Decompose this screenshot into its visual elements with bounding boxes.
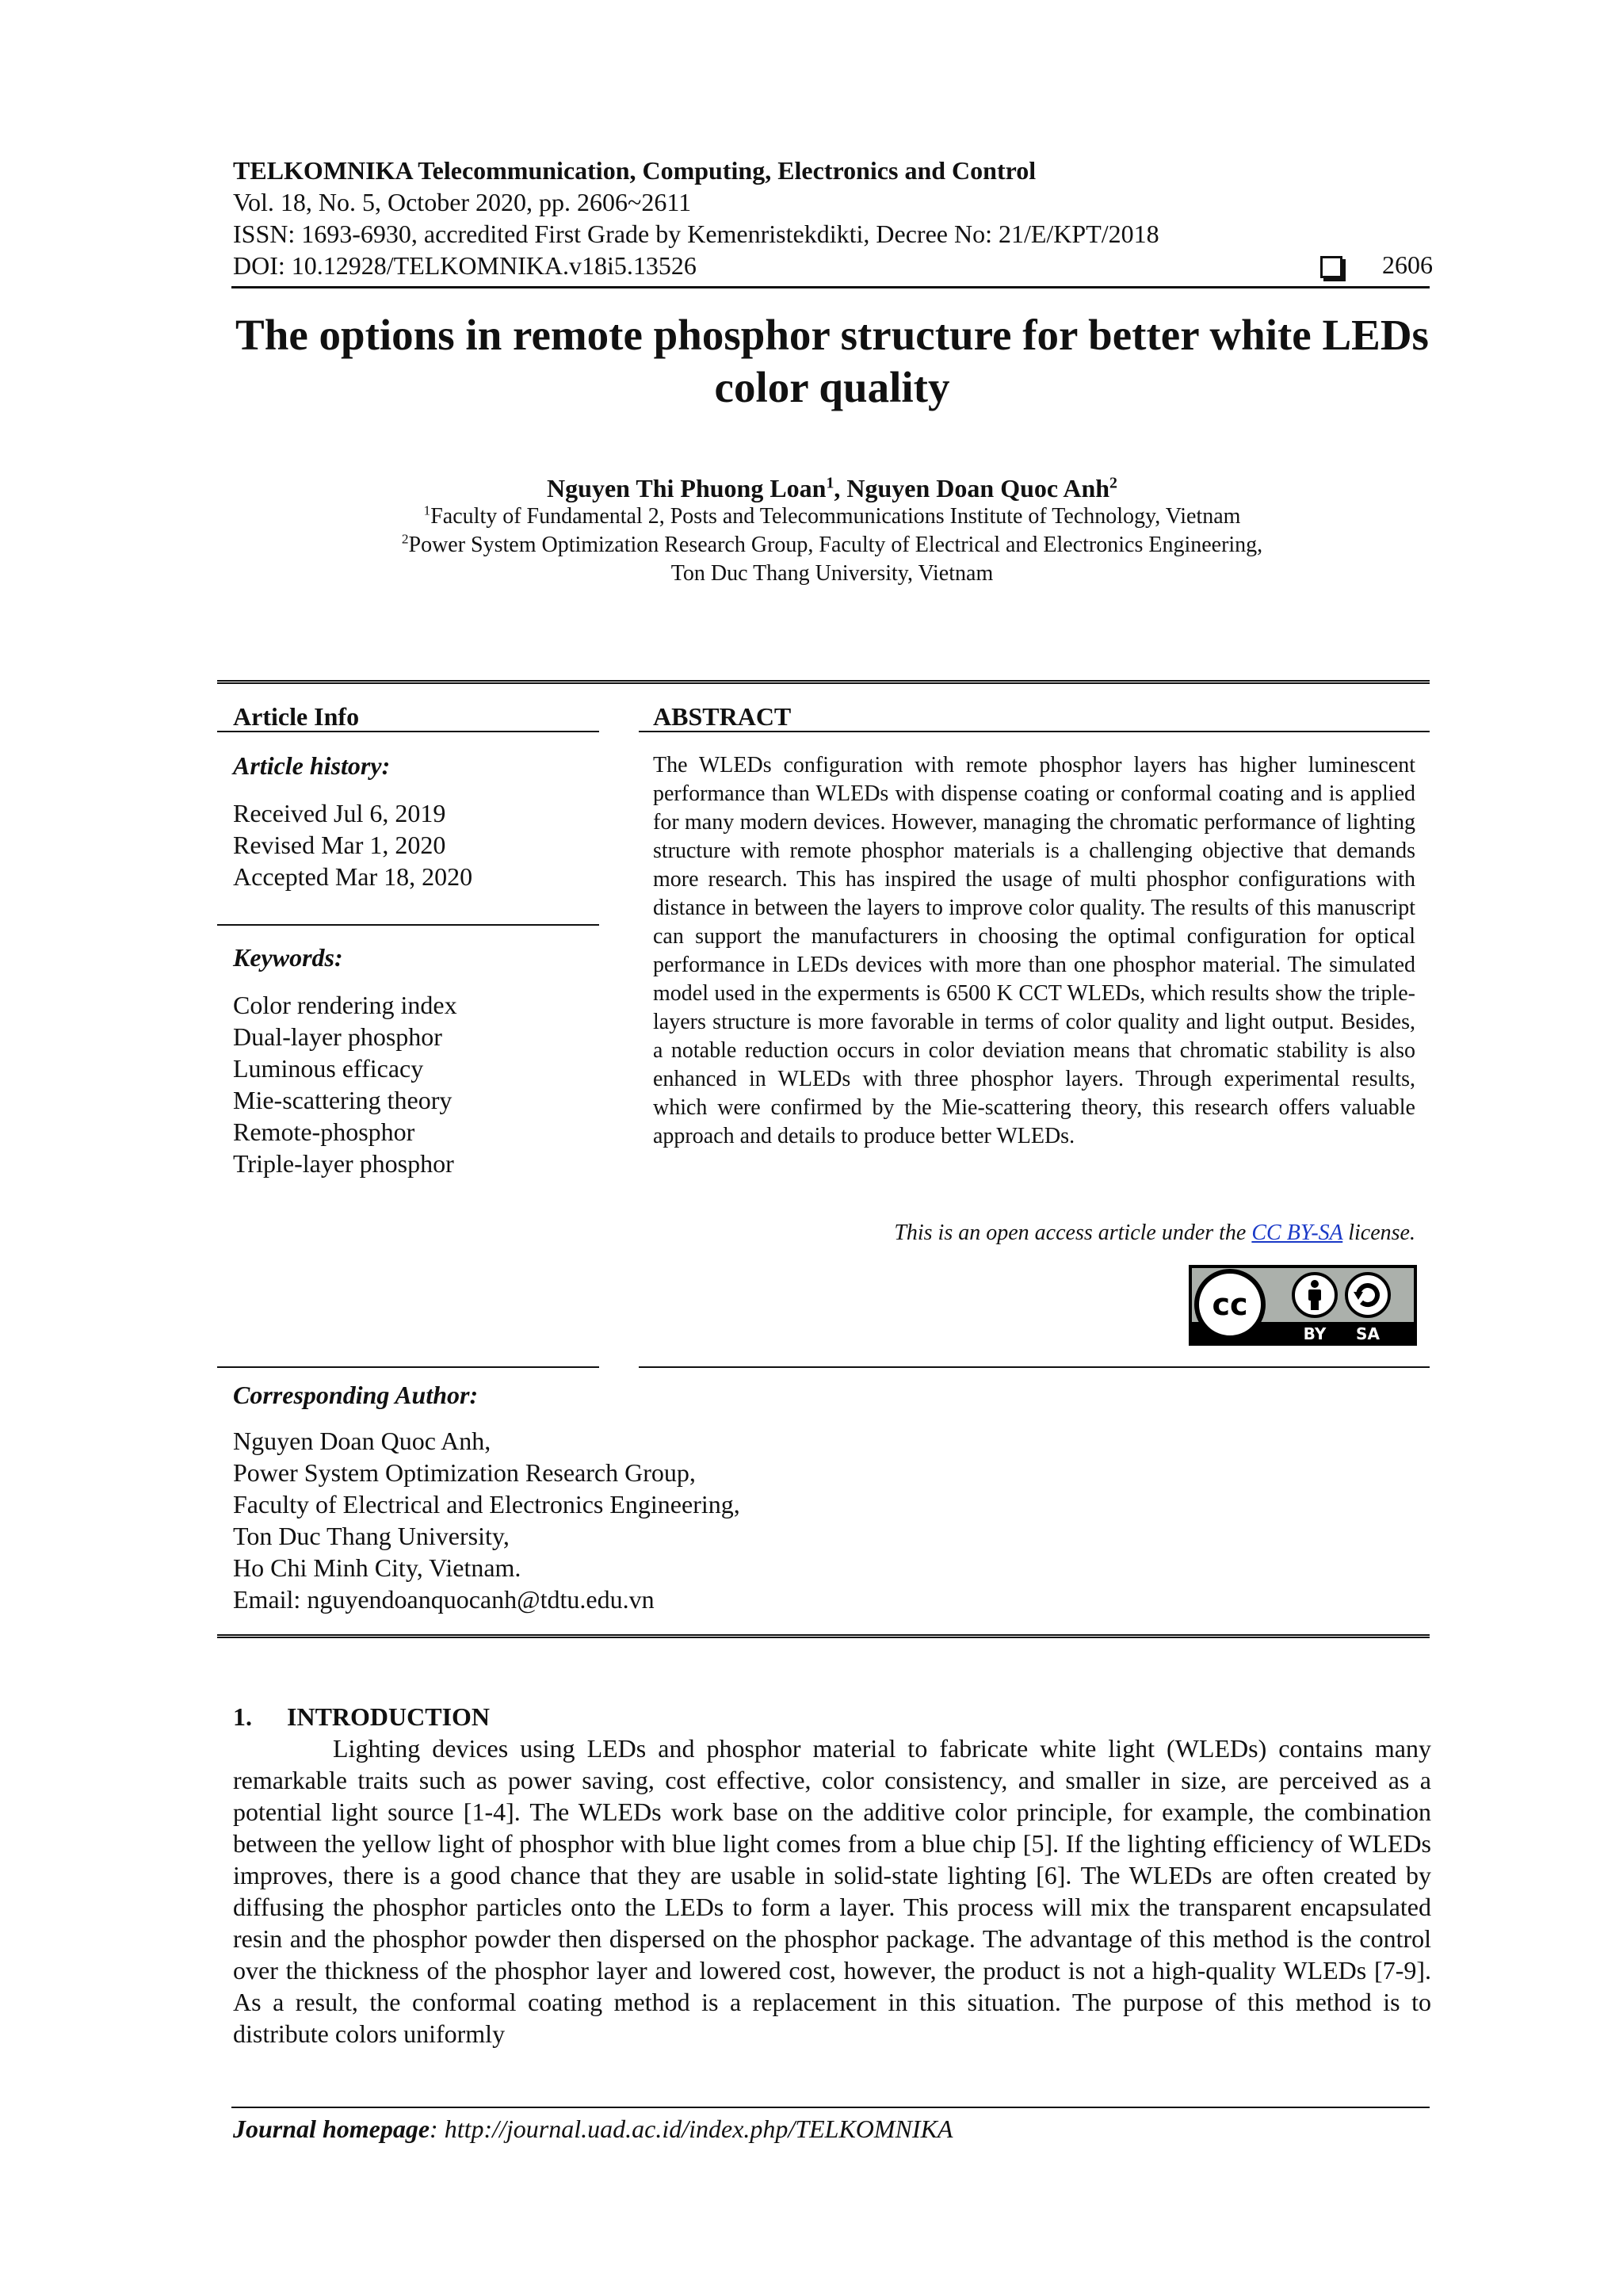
keyword: Triple-layer phosphor bbox=[233, 1149, 454, 1178]
history-item: Received Jul 6, 2019 bbox=[233, 799, 446, 827]
homepage-url[interactable]: : http://journal.uad.ac.id/index.php/TELKOMNIKA bbox=[430, 2115, 953, 2143]
license-suffix: license. bbox=[1342, 1221, 1415, 1245]
issn-info: ISSN: 1693-6930, accredited First Grade by Kemenristekdikti, Decree No: 21/E/KPT/2018 bbox=[233, 220, 1159, 248]
by-label: BY bbox=[1303, 1324, 1327, 1343]
section-number: 1. bbox=[233, 1702, 252, 1731]
author-name: Nguyen Doan Quoc Anh bbox=[846, 474, 1110, 502]
corresponding-email[interactable]: Email: nguyendoanquocanh@tdtu.edu.vn bbox=[233, 1585, 655, 1614]
author-list bbox=[206, 474, 1458, 503]
abstract-heading: ABSTRACT bbox=[653, 702, 792, 731]
open-access-note bbox=[894, 1221, 1415, 1246]
corresponding-line: Ton Duc Thang University, bbox=[233, 1522, 510, 1550]
journal-name: TELKOMNIKA Telecommunication, Computing, Electronics and Control bbox=[233, 156, 1037, 185]
sa-label: SA bbox=[1356, 1324, 1380, 1343]
journal-homepage bbox=[233, 2115, 953, 2144]
volume-info: Vol. 18, No. 5, October 2020, pp. 2606~2611 bbox=[233, 188, 692, 216]
cc-icon-text: cc bbox=[1212, 1287, 1248, 1322]
keyword: Remote-phosphor bbox=[233, 1117, 415, 1146]
history-item: Revised Mar 1, 2020 bbox=[233, 831, 446, 859]
history-item: Accepted Mar 18, 2020 bbox=[233, 862, 473, 891]
article-info-heading: Article Info bbox=[233, 702, 360, 731]
homepage-label: Journal homepage bbox=[233, 2115, 430, 2143]
article-info-rule bbox=[217, 731, 599, 732]
affiliation bbox=[206, 560, 1458, 588]
affiliation bbox=[206, 531, 1458, 560]
corresponding-line: Nguyen Doan Quoc Anh, bbox=[233, 1427, 491, 1455]
author-affil-mark: 1 bbox=[826, 474, 834, 492]
info-end-rule bbox=[217, 1634, 1430, 1638]
header-rule bbox=[231, 286, 1430, 288]
cc-by-sa-badge[interactable] bbox=[1189, 1265, 1417, 1346]
corresponding-details bbox=[233, 1425, 740, 1615]
affiliation-text: Ton Duc Thang University, Vietnam bbox=[670, 561, 994, 586]
footer-rule bbox=[231, 2107, 1430, 2108]
page-number: 2606 bbox=[1382, 250, 1433, 279]
section-heading bbox=[233, 1702, 490, 1732]
affiliation-text: Faculty of Fundamental 2, Posts and Telecommunications Institute of Technology, Vietnam bbox=[430, 504, 1241, 529]
affiliation-mark: 2 bbox=[401, 531, 409, 547]
keywords-heading: Keywords: bbox=[233, 943, 343, 972]
info-top-rule bbox=[217, 680, 1430, 684]
section-title: INTRODUCTION bbox=[287, 1702, 491, 1731]
keyword: Color rendering index bbox=[233, 991, 457, 1019]
introduction-paragraph: Lighting devices using LEDs and phosphor material to fabricate white light (WLEDs) contains many remarkable traits such as power saving, cost effective, color consistency, and smaller in size, are perceived as a potential light source [1-4]. The WLEDs work base on the additive color principle, for example, the combination between the yellow light of phosphor with blue light comes from a blue chip [5]. If the lighting efficiency of WLEDs improves, there is a good chance that they are usable in solid-state lighting [6]. The WLEDs are often created by diffusing the phosphor particles onto the LEDs to form a layer. This process will mix the transparent encapsulated resin and the phosphor powder then dispersed on the phosphor package. The advantage of this method is the control over the thickness of the phosphor layer and lowered cost, however, the product is not a high-quality WLEDs [7-9]. As a result, the conformal coating method is a replacement in this situation. The purpose of this method is to distribute colors uniformly bbox=[233, 1734, 1431, 2048]
info-bottom-rule bbox=[217, 1366, 599, 1368]
corresponding-line: Ho Chi Minh City, Vietnam. bbox=[233, 1553, 521, 1582]
keyword: Dual-layer phosphor bbox=[233, 1022, 442, 1051]
author-separator: , bbox=[834, 474, 847, 502]
sa-share-alike-icon bbox=[1346, 1274, 1389, 1316]
affiliation-mark: 1 bbox=[423, 502, 431, 518]
abstract-text: The WLEDs configuration with remote phosphor layers has higher luminescent performance than WLEDs with dispense coating or conformal coating and is applied for many modern devices. However, managing the chromatic performance of lighting structure with remote phosphor materials is a challenging objective that demands more research. This has inspired the usage of multi phosphor configurations with distance in between the layers to improve color quality. The results of this manuscript can support the manufacturers in choosing the optimal configuration for optical performance in LEDs devices with more than one phosphor material. The simulated model used in the experments is 6500 K CCT WLEDs, which results show the triple-layers structure is more favorable in terms of color quality and light output. Besides, a notable reduction occurs in color deviation means that chromatic stability is also enhanced in WLEDs with three phosphor layers. Through experimental results, which were confirmed by the Mie-scattering theory, this research offers valuable approach and details to produce better WLEDs. bbox=[653, 753, 1415, 1148]
keyword: Mie-scattering theory bbox=[233, 1086, 453, 1114]
cc-by-sa-link[interactable]: CC BY-SA bbox=[1251, 1221, 1343, 1245]
doi-info: DOI: 10.12928/TELKOMNIKA.v18i5.13526 bbox=[233, 251, 697, 280]
author-name: Nguyen Thi Phuong Loan bbox=[547, 474, 827, 502]
paper-title: The options in remote phosphor structure for better white LEDs color quality bbox=[235, 311, 1429, 411]
author-affil-mark: 2 bbox=[1109, 474, 1117, 492]
corresponding-line: Faculty of Electrical and Electronics Engineering, bbox=[233, 1490, 740, 1519]
keyword: Luminous efficacy bbox=[233, 1054, 424, 1083]
license-prefix: This is an open access article under the bbox=[894, 1221, 1252, 1245]
corresponding-line: Power System Optimization Research Group, bbox=[233, 1458, 696, 1487]
abstract-bottom-rule bbox=[639, 1366, 1430, 1368]
affiliation bbox=[206, 502, 1458, 531]
square-bullet-icon bbox=[1320, 256, 1342, 278]
affiliation-text: Power System Optimization Research Group, Faculty of Electrical and Electronics Engineering, bbox=[408, 533, 1263, 557]
abstract-rule bbox=[639, 731, 1430, 732]
history-rule bbox=[217, 924, 599, 926]
history-heading: Article history: bbox=[233, 751, 391, 780]
corresponding-heading: Corresponding Author: bbox=[233, 1381, 479, 1409]
